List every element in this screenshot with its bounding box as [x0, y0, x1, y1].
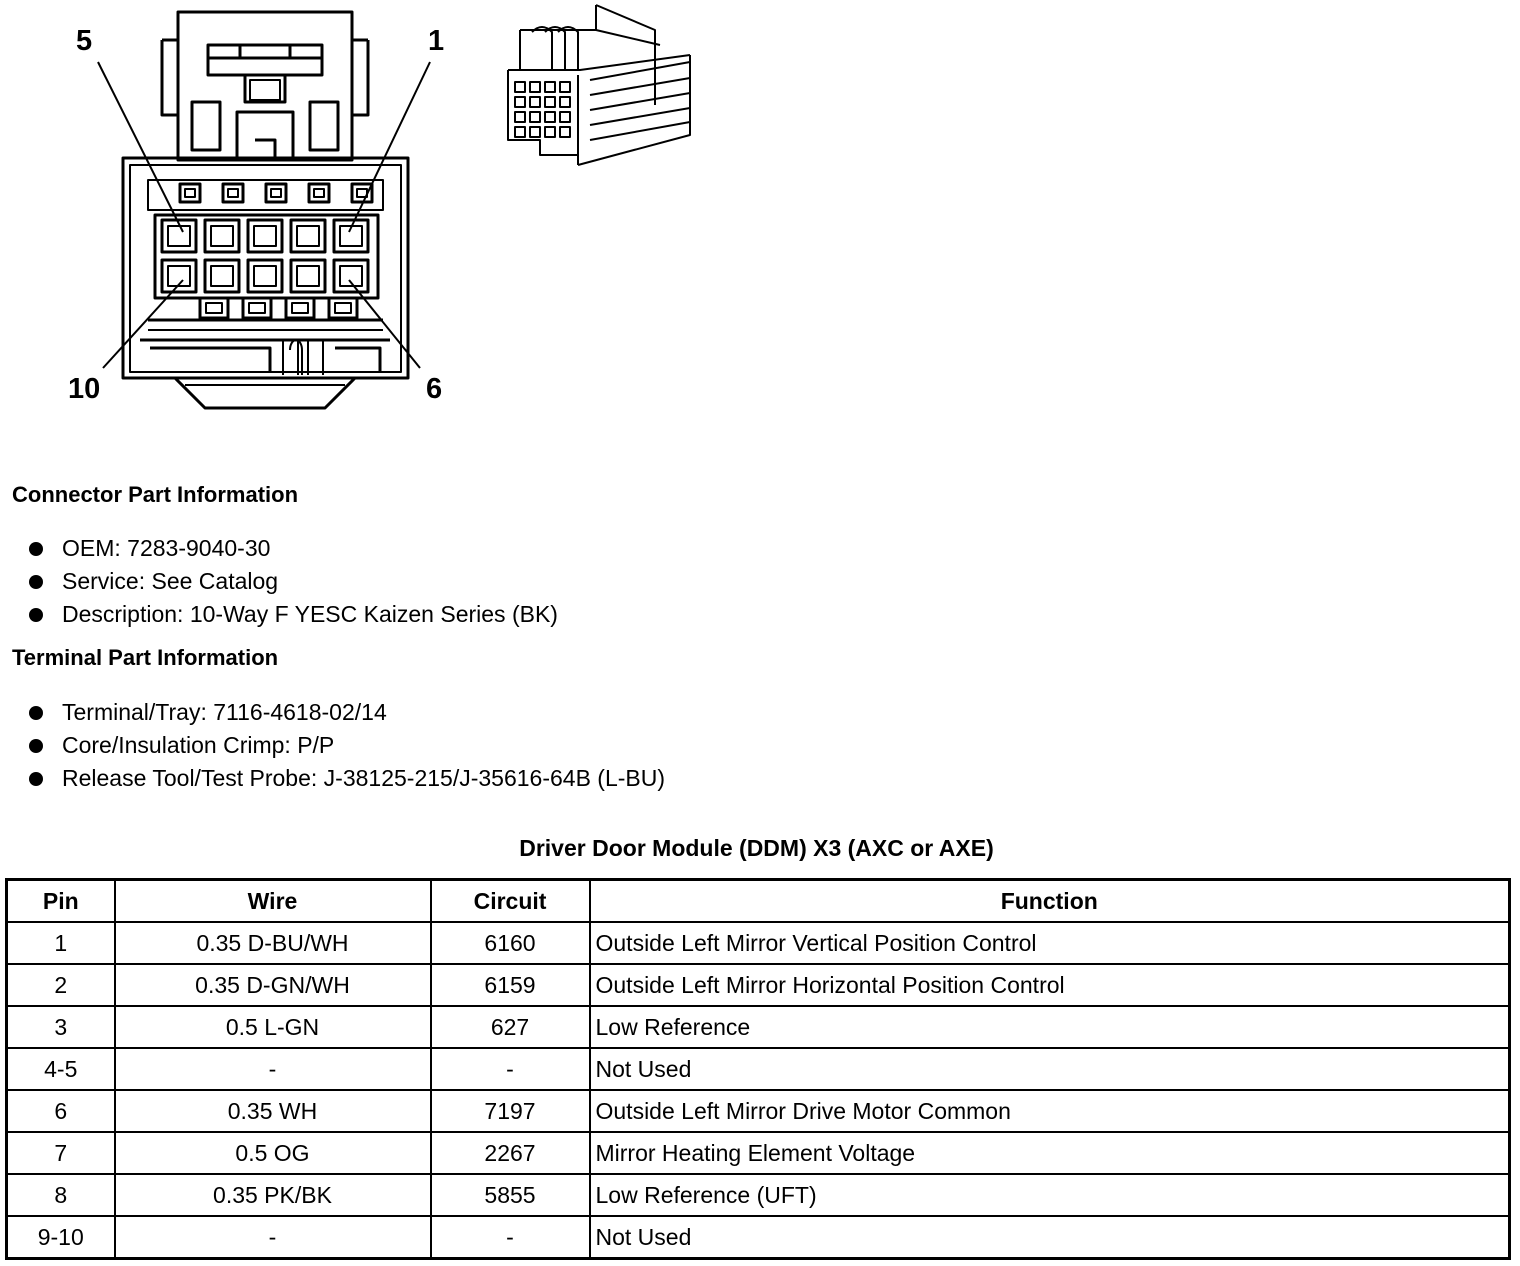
pin-cell: 7 [7, 1132, 115, 1174]
pin-cell: 8 [7, 1174, 115, 1216]
circuit-cell: 6160 [431, 922, 590, 964]
pin-cell: 3 [7, 1006, 115, 1048]
wire-cell: 0.35 PK/BK [115, 1174, 431, 1216]
table-header-row [7, 880, 1510, 923]
table-row [7, 1174, 1510, 1216]
list-item: Service: See Catalog [27, 565, 558, 598]
list-item: Core/Insulation Crimp: P/P [27, 729, 665, 762]
wire-cell: 0.5 L-GN [115, 1006, 431, 1048]
function-cell: Not Used [590, 1216, 1510, 1259]
bullet-icon [29, 772, 43, 786]
column-header-circuit: Circuit [431, 880, 590, 923]
connector-part-info-heading: Connector Part Information [12, 482, 299, 507]
bullet-icon [29, 739, 43, 753]
connector-part-info-list [27, 532, 558, 631]
connector-3d-drawing [508, 5, 690, 165]
terminal-part-info-list [27, 696, 665, 795]
pinout-table-title: Driver Door Module (DDM) X3 (AXC or AXE) [519, 835, 994, 861]
circuit-cell: - [431, 1048, 590, 1090]
column-header-pin: Pin [7, 880, 115, 923]
terminal-part-info-heading: Terminal Part Information [12, 645, 279, 670]
table-row [7, 922, 1510, 964]
circuit-cell: 627 [431, 1006, 590, 1048]
circuit-cell: 6159 [431, 964, 590, 1006]
list-item: Terminal/Tray: 7116-4618-02/14 [27, 696, 665, 729]
list-item: Description: 10-Way F YESC Kaizen Series (BK) [27, 598, 558, 631]
pin-label-5: 5 [76, 25, 93, 57]
table-row [7, 1048, 1510, 1090]
wire-cell: 0.35 WH [115, 1090, 431, 1132]
connector-face-drawing [98, 12, 430, 408]
function-cell: Mirror Heating Element Voltage [590, 1132, 1510, 1174]
function-cell: Low Reference [590, 1006, 1510, 1048]
connector-diagram [0, 0, 760, 420]
wire-cell: 0.35 D-GN/WH [115, 964, 431, 1006]
bullet-icon [29, 575, 43, 589]
bullet-icon [29, 706, 43, 720]
table-row [7, 1132, 1510, 1174]
pin-cell: 1 [7, 922, 115, 964]
pin-cell: 9-10 [7, 1216, 115, 1259]
pin-cell: 6 [7, 1090, 115, 1132]
wire-cell: 0.5 OG [115, 1132, 431, 1174]
list-item: Release Tool/Test Probe: J-38125-215/J-35616-64B (L-BU) [27, 762, 665, 795]
pin-cell: 4-5 [7, 1048, 115, 1090]
circuit-cell: - [431, 1216, 590, 1259]
function-cell: Outside Left Mirror Vertical Position Control [590, 922, 1510, 964]
pin-cell: 2 [7, 964, 115, 1006]
function-cell: Outside Left Mirror Horizontal Position Control [590, 964, 1510, 1006]
column-header-wire: Wire [115, 880, 431, 923]
table-row [7, 1090, 1510, 1132]
wire-cell: - [115, 1048, 431, 1090]
bullet-icon [29, 542, 43, 556]
wire-cell: - [115, 1216, 431, 1259]
pinout-table [5, 878, 1511, 1260]
column-header-function: Function [590, 880, 1510, 923]
bullet-icon [29, 608, 43, 622]
pin-label-10: 10 [68, 373, 101, 405]
function-cell: Outside Left Mirror Drive Motor Common [590, 1090, 1510, 1132]
function-cell: Not Used [590, 1048, 1510, 1090]
circuit-cell: 5855 [431, 1174, 590, 1216]
pin-label-6: 6 [426, 373, 443, 405]
list-item: OEM: 7283-9040-30 [27, 532, 558, 565]
circuit-cell: 2267 [431, 1132, 590, 1174]
table-row [7, 964, 1510, 1006]
table-row [7, 1216, 1510, 1259]
function-cell: Low Reference (UFT) [590, 1174, 1510, 1216]
circuit-cell: 7197 [431, 1090, 590, 1132]
table-row [7, 1006, 1510, 1048]
pin-label-1: 1 [428, 25, 445, 57]
wire-cell: 0.35 D-BU/WH [115, 922, 431, 964]
